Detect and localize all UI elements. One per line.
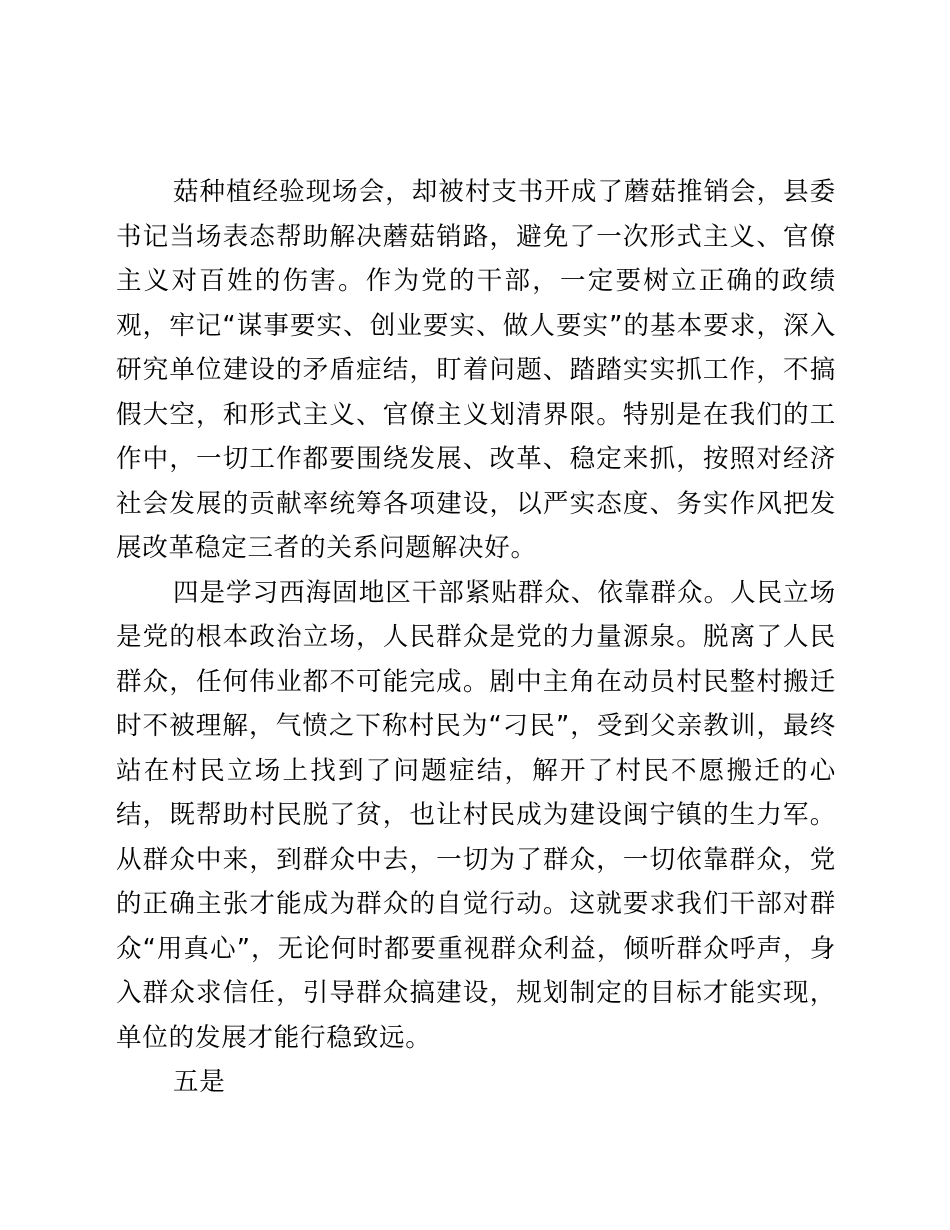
paragraph-mushroom-meeting: 菇种植经验现场会，却被村支书开成了蘑菇推销会，县委书记当场表态帮助解决蘑菇销路，避免了一次形式主义、官僚主义对百姓的伤害。作为党的干部，一定要树立正确的政绩观，牢记“谋事要实、创业要实、做人要实”的基本要求，深入研究单位建设的矛盾症结，盯着问题、踏踏实实抓工作，不搞假大空，和形式主义、官僚主义划清界限。特别是在我们的工作中，一切工作都要围绕发展、改革、稳定来抓，按照对经济社会发展的贡献率统筹各项建设，以严实态度、务实作风把发展改革稳定三者的关系问题解决好。: [116, 177, 836, 563]
paragraph-point-five-start: 五是: [173, 1067, 226, 1097]
paragraph-point-four-rely-on-masses: 四是学习西海固地区干部紧贴群众、依靠群众。人民立场是党的根本政治立场，人民群众是党的力量源泉。脱离了人民群众，任何伟业都不可能完成。剧中主角在动员村民整村搬迁时不被理解，气愤之下称村民为“刁民”，受到父亲教训，最终站在村民立场上找到了问题症结，解开了村民不愿搬迁的心结，既帮助村民脱了贫，也让村民成为建设闽宁镇的生力军。从群众中来，到群众中去，一切为了群众，一切依靠群众，党的正确主张才能成为群众的自觉行动。这就要求我们干部对群众“用真心”，无论何时都要重视群众利益，倾听群众呼声，身入群众求信任，引导群众搞建设，规划制定的目标才能实现，单位的发展才能行稳致远。: [116, 577, 836, 1053]
document-body: [116, 170, 836, 1105]
